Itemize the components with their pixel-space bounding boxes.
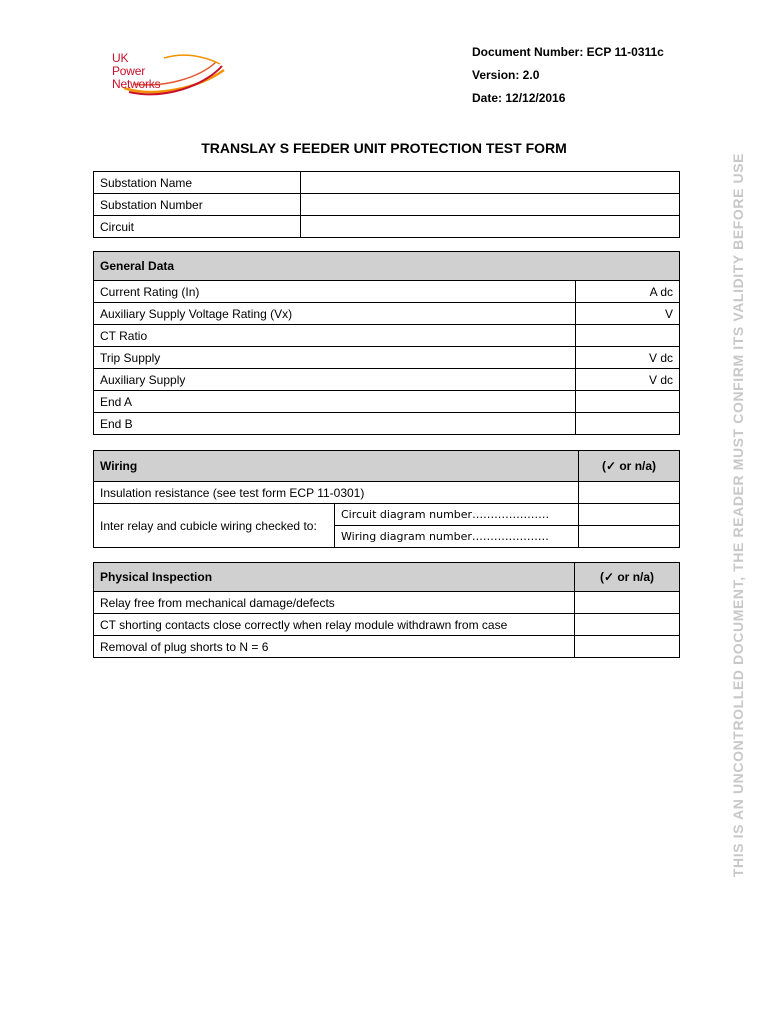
table-header-row [94, 451, 680, 482]
table-row [94, 636, 680, 658]
watermark-text: THIS IS AN UNCONTROLLED DOCUMENT, THE READER MUST CONFIRM ITS VALIDITY BEFORE USE [730, 152, 746, 878]
aux-supply-field[interactable]: V dc [576, 369, 680, 391]
substation-name-field[interactable] [301, 172, 680, 194]
table-header-row [94, 252, 680, 281]
table-row [94, 413, 680, 435]
wiring-diagram-number-field[interactable]: Wiring diagram number………………… [335, 526, 579, 548]
table-row [94, 172, 680, 194]
row-label: Auxiliary Supply Voltage Rating (Vx) [94, 303, 576, 325]
row-label: Substation Name [94, 172, 301, 194]
wiring-table [93, 450, 680, 548]
end-a-field[interactable] [576, 391, 680, 413]
mechanical-damage-check-field[interactable] [575, 592, 680, 614]
row-label: End A [94, 391, 576, 413]
current-rating-field[interactable]: A dc [576, 281, 680, 303]
row-label: Trip Supply [94, 347, 576, 369]
ct-shorting-check-field[interactable] [575, 614, 680, 636]
row-label: End B [94, 413, 576, 435]
circuit-diagram-number-field[interactable]: Circuit diagram number………………… [335, 504, 579, 526]
substation-table [93, 171, 680, 238]
general-data-table [93, 251, 680, 435]
row-label: Circuit [94, 216, 301, 238]
document-number: Document Number: ECP 11-0311c [472, 45, 664, 59]
circuit-diagram-check-field[interactable] [579, 504, 680, 526]
table-row [94, 303, 680, 325]
table-row [94, 347, 680, 369]
end-b-field[interactable] [576, 413, 680, 435]
form-title: TRANSLAY S FEEDER UNIT PROTECTION TEST FORM [201, 140, 567, 156]
physical-inspection-header: Physical Inspection [94, 563, 575, 592]
table-row [94, 216, 680, 238]
uk-power-networks-logo [104, 48, 234, 104]
physical-inspection-table [93, 562, 680, 658]
ct-ratio-field[interactable] [576, 325, 680, 347]
row-label: Inter relay and cubicle wiring checked to: [94, 504, 335, 548]
table-header-row [94, 563, 680, 592]
table-row [94, 369, 680, 391]
table-row [94, 391, 680, 413]
row-label: Auxiliary Supply [94, 369, 576, 391]
trip-supply-field[interactable]: V dc [576, 347, 680, 369]
row-label: Relay free from mechanical damage/defects [94, 592, 575, 614]
row-label: Removal of plug shorts to N = 6 [94, 636, 575, 658]
row-label: CT shorting contacts close correctly when relay module withdrawn from case [94, 614, 575, 636]
physical-check-header: (✓ or n/a) [575, 563, 680, 592]
plug-shorts-check-field[interactable] [575, 636, 680, 658]
document-info [472, 41, 664, 110]
wiring-header: Wiring [94, 451, 579, 482]
wiring-diagram-check-field[interactable] [579, 526, 680, 548]
table-row [94, 325, 680, 347]
document-date: Date: 12/12/2016 [472, 91, 566, 105]
table-row [94, 614, 680, 636]
document-version: Version: 2.0 [472, 68, 540, 82]
circuit-field[interactable] [301, 216, 680, 238]
aux-voltage-rating-field[interactable]: V [576, 303, 680, 325]
row-label: Insulation resistance (see test form ECP 11-0301) [94, 482, 579, 504]
insulation-check-field[interactable] [579, 482, 680, 504]
row-label: Current Rating (In) [94, 281, 576, 303]
row-label: CT Ratio [94, 325, 576, 347]
substation-number-field[interactable] [301, 194, 680, 216]
table-row [94, 504, 680, 526]
uncontrolled-document-watermark [728, 100, 748, 930]
logo-text: UK Power Networks [112, 51, 161, 91]
table-row [94, 482, 680, 504]
wiring-check-header: (✓ or n/a) [579, 451, 680, 482]
table-row [94, 592, 680, 614]
table-row [94, 194, 680, 216]
table-row [94, 281, 680, 303]
general-data-header: General Data [94, 252, 680, 281]
row-label: Substation Number [94, 194, 301, 216]
